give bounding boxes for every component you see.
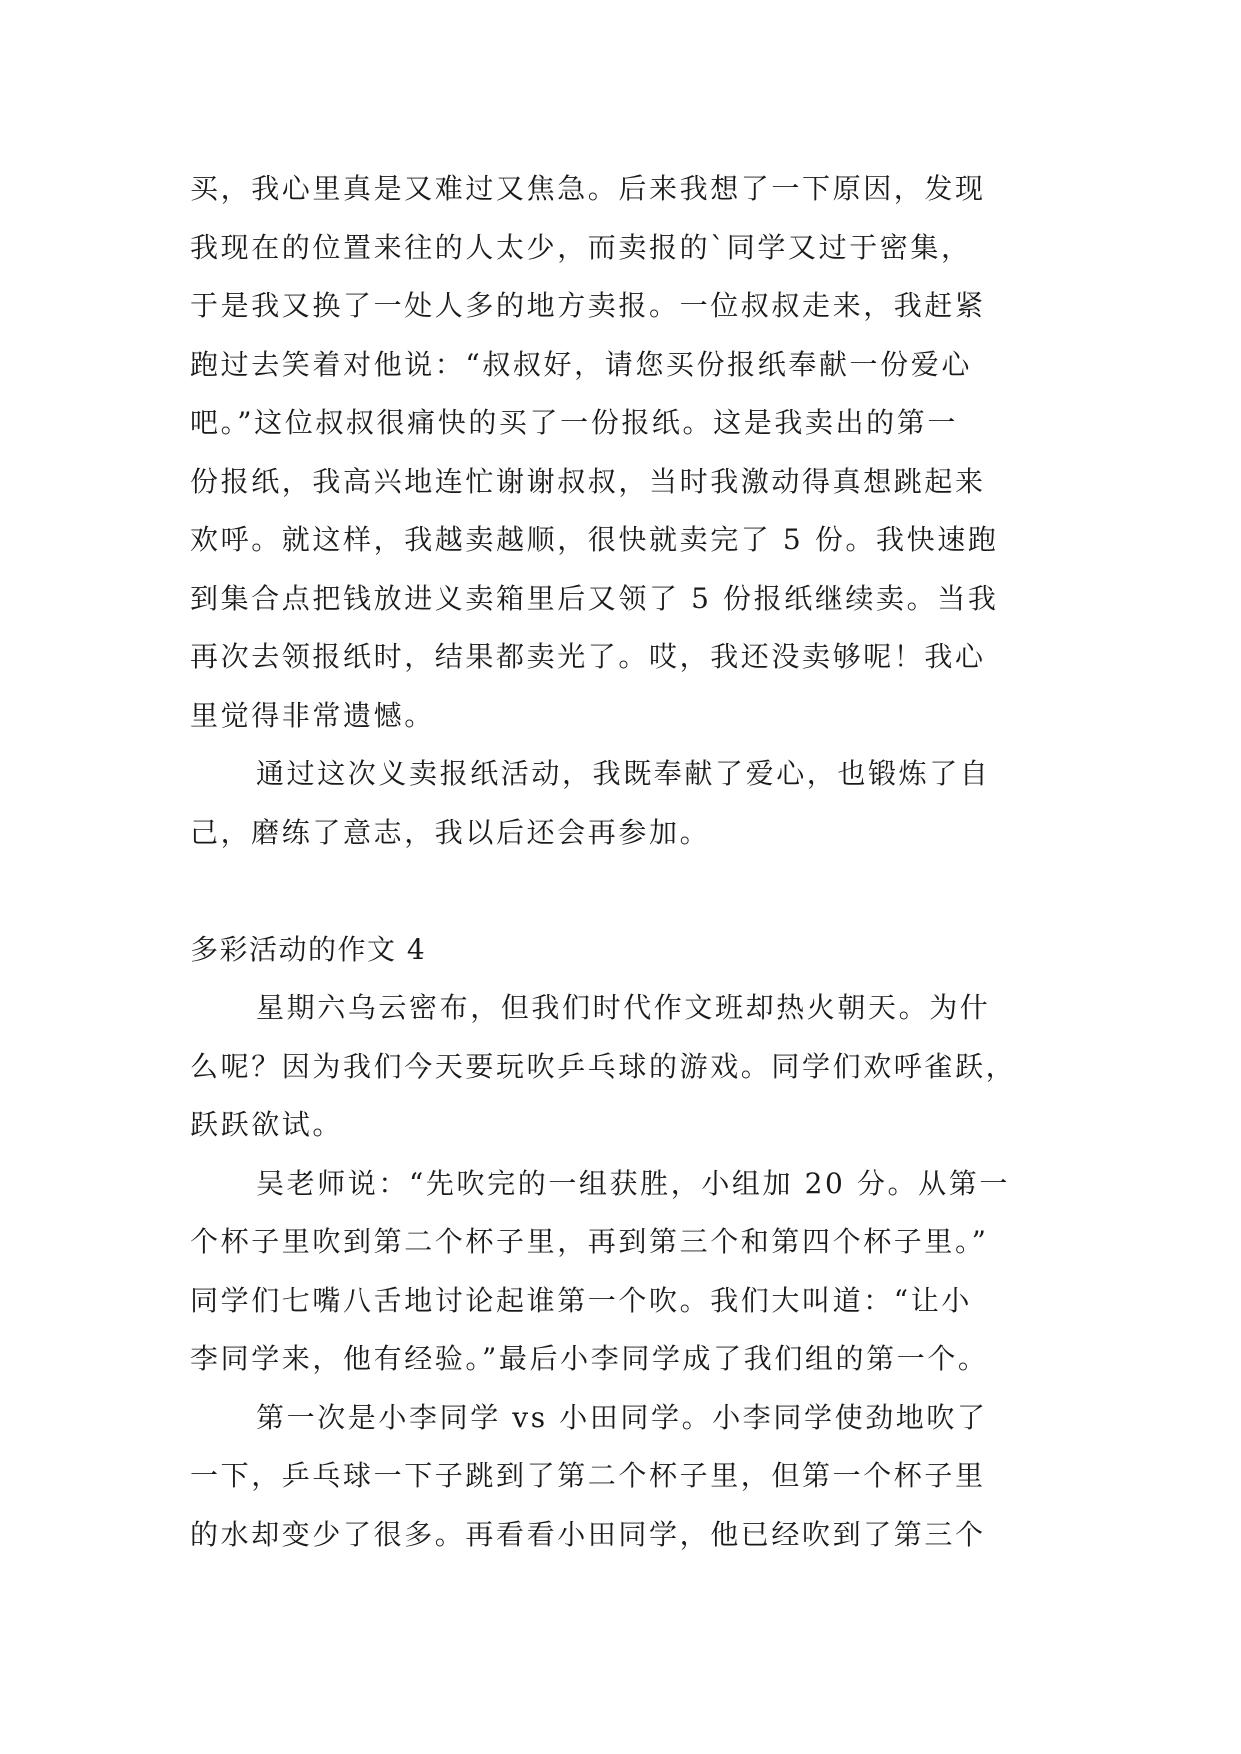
- document-body: [190, 160, 1060, 1564]
- section-heading: 多彩活动的作文 4: [190, 932, 427, 966]
- text-line: 李同学来，他有经验。”最后小李同学成了我们组的第一个。: [190, 1342, 989, 1375]
- paragraph-start: 星期六乌云密布，但我们时代作文班却热火朝天。为什: [256, 991, 991, 1024]
- text-line: 同学们七嘴八舌地讨论起谁第一个吹。我们大叫道：“让小: [190, 1283, 972, 1317]
- paragraph-start: 通过这次义卖报纸活动，我既奉献了爱心，也锻炼了自: [256, 757, 991, 790]
- text-line: 一下，乒乓球一下子跳到了第二个杯子里，但第一个杯子里: [190, 1459, 986, 1492]
- text-line: 己，磨练了意志，我以后还会再参加。: [190, 815, 711, 849]
- text-line: 跃跃欲试。: [190, 1108, 344, 1141]
- text-line: 里觉得非常遗憾。: [190, 698, 435, 732]
- paragraph-start: 吴老师说：“先吹完的一组获胜，小组加 20 分。从第一: [256, 1166, 1010, 1200]
- paragraph-start: 第一次是小李同学 vs 小田同学。小李同学使劲地吹了: [256, 1400, 988, 1434]
- text-line: 份报纸，我高兴地连忙谢谢叔叔，当时我激动得真想跳起来: [190, 464, 986, 498]
- text-line: 买，我心里真是又难过又焦急。后来我想了一下原因，发现: [190, 172, 986, 205]
- text-line: 于是我又换了一处人多的地方卖报。一位叔叔走来，我赶紧: [190, 289, 986, 322]
- text-line: 么呢？因为我们今天要玩吹乒乓球的游戏。同学们欢呼雀跃，: [190, 1049, 1017, 1083]
- text-line: 个杯子里吹到第二个杯子里，再到第三个和第四个杯子里。”: [190, 1225, 989, 1258]
- text-line: 欢呼。就这样，我越卖越顺，很快就卖完了 5 份。我快速跑: [190, 523, 999, 556]
- text-line: 跑过去笑着对他说：“叔叔好，请您买份报纸奉献一份爱心: [190, 347, 972, 381]
- text-line: 的水却变少了很多。再看看小田同学，他已经吹到了第三个: [190, 1517, 986, 1551]
- text-line: 吧。”这位叔叔很痛快的买了一份报纸。这是我卖出的第一: [190, 406, 958, 439]
- text-line: 我现在的位置来往的人太少，而卖报的`同学又过于密集，: [190, 230, 972, 264]
- text-line: 到集合点把钱放进义卖箱里后又领了 5 份报纸继续卖。当我: [190, 581, 999, 615]
- text-line: 再次去领报纸时，结果都卖光了。哎，我还没卖够呢！我心: [190, 640, 986, 673]
